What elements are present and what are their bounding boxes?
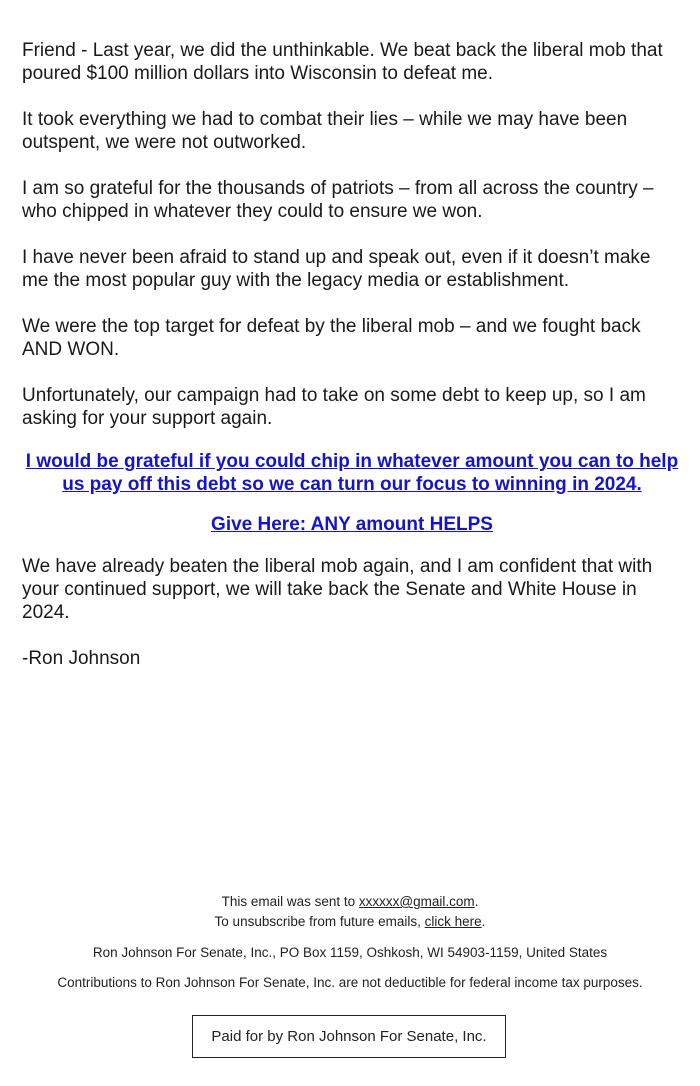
paragraph-top-target: We were the top target for defeat by the liberal mob – and we fought back AND WON. — [22, 316, 641, 360]
email-footer — [0, 892, 700, 993]
sent-to-line — [0, 892, 700, 912]
unsubscribe-line — [0, 912, 700, 932]
deductibility-notice: Contributions to Ron Johnson For Senate, Inc. are not deductible for federal income tax purposes. — [57, 975, 643, 990]
paragraph-intro: Friend - Last year, we did the unthinkable. We beat back the liberal mob that poured $100 million dollars into Wisconsin to defeat me. — [22, 40, 663, 84]
signature: -Ron Johnson — [22, 648, 141, 669]
paragraph-speak-out: I have never been afraid to stand up and speak out, even if it doesn’t make me the most popular guy with the legacy media or establishment. — [22, 247, 651, 291]
cta-chip-in — [22, 450, 682, 496]
email-body — [22, 39, 682, 670]
mailing-address: Ron Johnson For Senate, Inc., PO Box 1159, Oshkosh, WI 54903-1159, United States — [92, 945, 608, 960]
unsubscribe-suffix: . — [481, 914, 486, 929]
paragraph-debt: Unfortunately, our campaign had to take on some debt to keep up, so I am asking for your support again. — [22, 385, 646, 429]
paragraph-grateful: I am so grateful for the thousands of patriots – from all across the country – who chipped in whatever they could to ensure we won. — [22, 178, 654, 222]
unsubscribe-label: To unsubscribe from future emails, — [214, 914, 425, 929]
give-here-link[interactable]: Give Here: ANY amount HELPS — [211, 514, 493, 535]
paragraph-combat: It took everything we had to combat their lies – while we may have been outspent, we were not outworked. — [22, 109, 628, 153]
paid-for-disclaimer: Paid for by Ron Johnson For Senate, Inc. — [192, 1015, 506, 1058]
unsubscribe-link[interactable]: click here — [424, 914, 482, 929]
cta-give-here — [22, 513, 682, 536]
sent-to-label: This email was sent to — [221, 894, 359, 909]
sent-to-suffix: . — [474, 894, 479, 909]
paragraph-closing: We have already beaten the liberal mob again, and I am confident that with your continued support, we will take back the Senate and White House in 2024. — [22, 556, 653, 623]
chip-in-link[interactable]: I would be grateful if you could chip in whatever amount you can to help us pay off this debt so we can turn our focus to winning in 2024. — [25, 451, 679, 495]
recipient-email-link[interactable]: xxxxxx@gmail.com — [358, 894, 475, 909]
